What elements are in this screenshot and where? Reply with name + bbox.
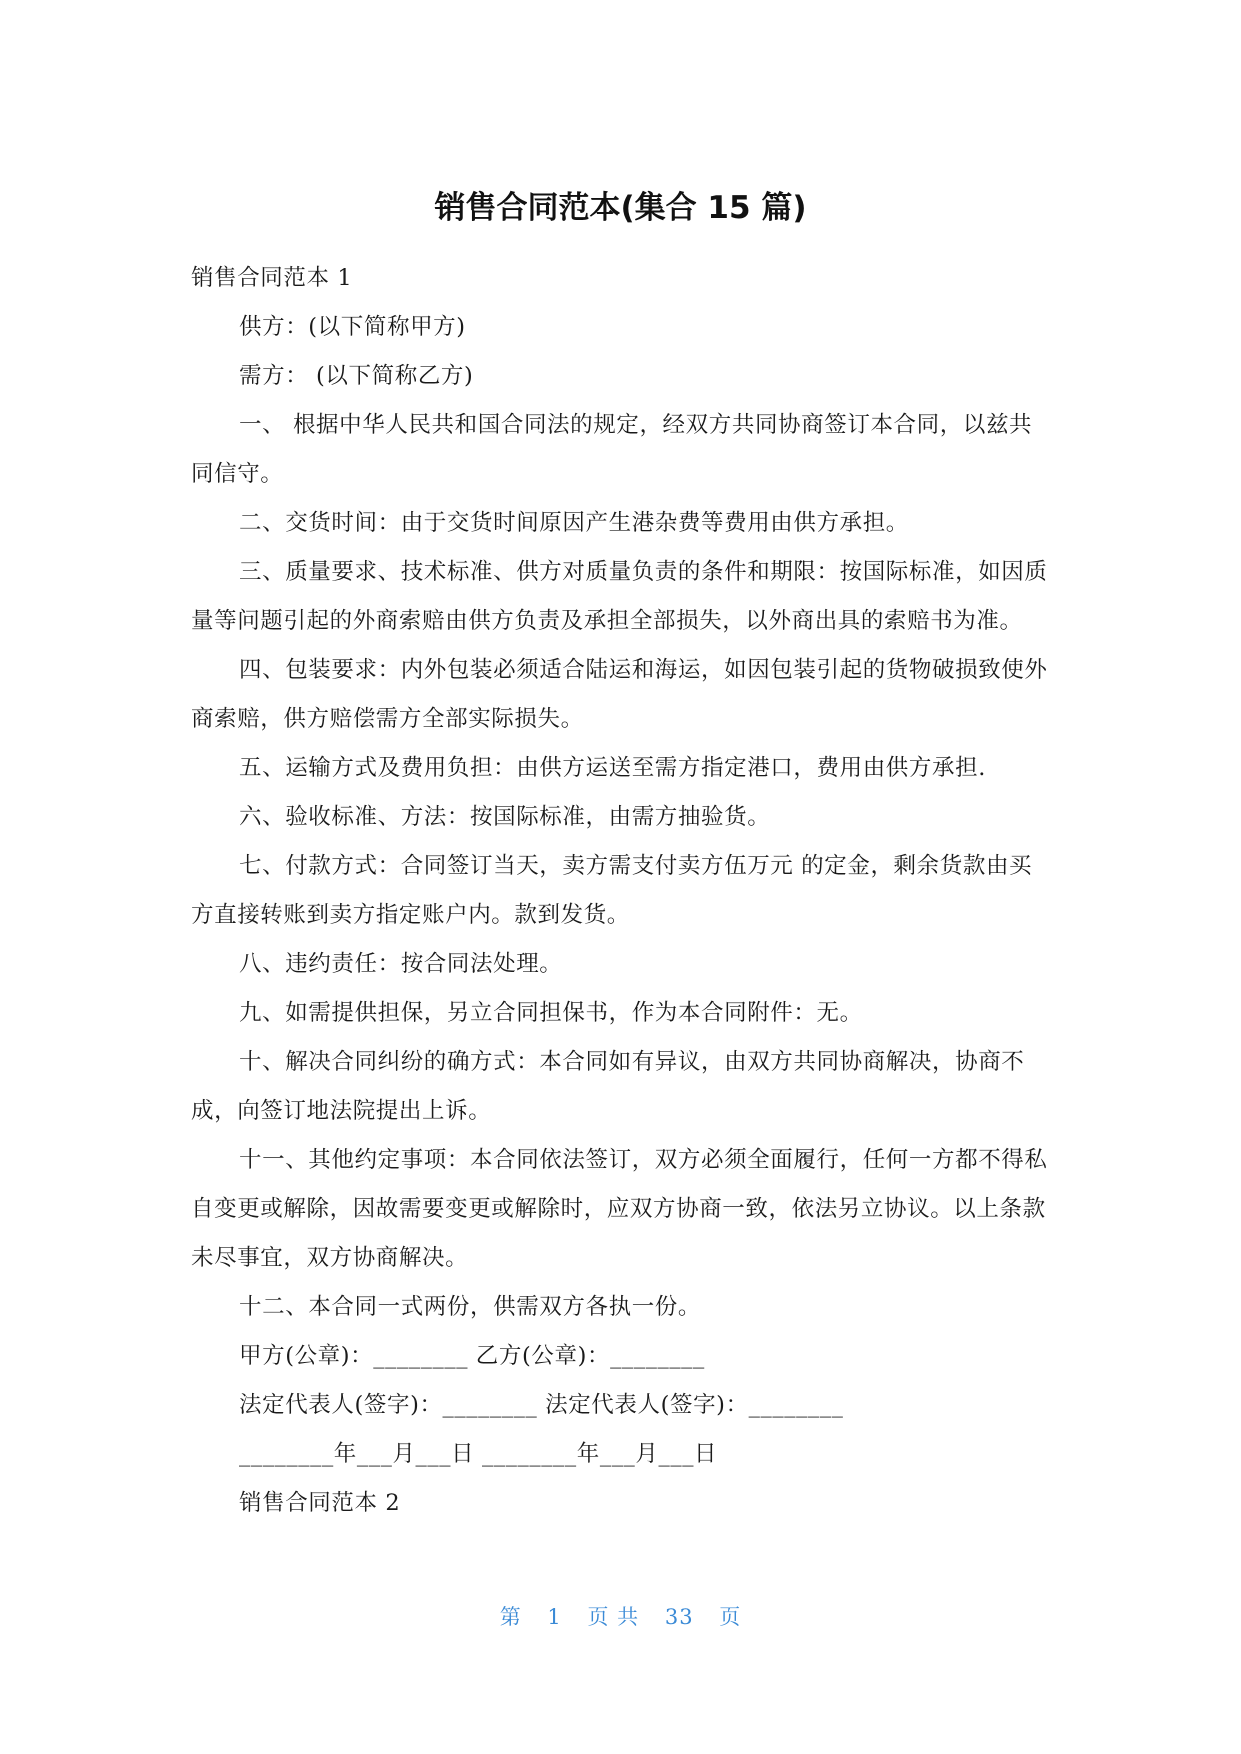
paragraph-clause-5: 五、运输方式及费用负担：由供方运送至需方指定港口，费用由供方承担. <box>239 755 986 781</box>
footer-total-pages: 33 <box>664 1605 694 1629</box>
paragraph-clause-11: 十一、其他约定事项：本合同依法签订，双方必须全面履行，任何一方都不得私自变更或解除，因故需要变更或解除时，应双方协商一致，依法另立协议。以上条款未尽事宜，双方协商解决。 <box>191 1147 1048 1271</box>
document-body <box>191 254 1051 1528</box>
next-section-heading: 销售合同范本 2 <box>239 1490 401 1516</box>
paragraph-clause-3: 三、质量要求、技术标准、供方对质量负责的条件和期限：按国际标准，如因质量等问题引起的外商索赔由供方负责及承担全部损失，以外商出具的索赔书为准。 <box>191 559 1048 634</box>
page-footer <box>0 1602 1241 1632</box>
paragraph-clause-1: 一、 根据中华人民共和国合同法的规定，经双方共同协商签订本合同，以兹共同信守。 <box>191 412 1033 487</box>
footer-prefix: 第 <box>499 1605 522 1629</box>
paragraph-clause-8: 八、违约责任：按合同法处理。 <box>239 951 563 977</box>
document-title: 销售合同范本(集合 15 篇) <box>434 190 807 226</box>
paragraph-supplier: 供方：(以下简称甲方) <box>239 314 466 340</box>
paragraph-clause-7: 七、付款方式：合同签订当天，卖方需支付卖方伍万元 的定金，剩余货款由买方直接转账到卖方指定账户内。款到发货。 <box>191 853 1033 928</box>
paragraph-clause-9: 九、如需提供担保，另立合同担保书，作为本合同附件：无。 <box>239 1000 863 1026</box>
paragraph-clause-4: 四、包装要求：内外包装必须适合陆运和海运，如因包装引起的货物破损致使外商索赔，供方赔偿需方全部实际损失。 <box>191 657 1048 732</box>
signature-seal-line: 甲方(公章)：________ 乙方(公章)：________ <box>239 1343 705 1369</box>
signature-date-line: ________年___月___日 ________年___月___日 <box>239 1441 718 1467</box>
paragraph-clause-10: 十、解决合同纠纷的确方式：本合同如有异议，由双方共同协商解决，协商不成，向签订地法院提出上诉。 <box>191 1049 1025 1124</box>
footer-mid: 页 共 <box>587 1605 640 1629</box>
footer-current-page: 1 <box>547 1605 562 1629</box>
footer-suffix: 页 <box>719 1605 742 1629</box>
paragraph-buyer: 需方： (以下简称乙方) <box>239 363 474 389</box>
section-heading: 销售合同范本 1 <box>191 265 353 291</box>
signature-representative-line: 法定代表人(签字)：________ 法定代表人(签字)：________ <box>239 1392 844 1418</box>
paragraph-clause-6: 六、验收标准、方法：按国际标准，由需方抽验货。 <box>239 804 771 830</box>
paragraph-clause-12: 十二、本合同一式两份，供需双方各执一份。 <box>239 1294 702 1320</box>
paragraph-clause-2: 二、交货时间：由于交货时间原因产生港杂费等费用由供方承担。 <box>239 510 909 536</box>
